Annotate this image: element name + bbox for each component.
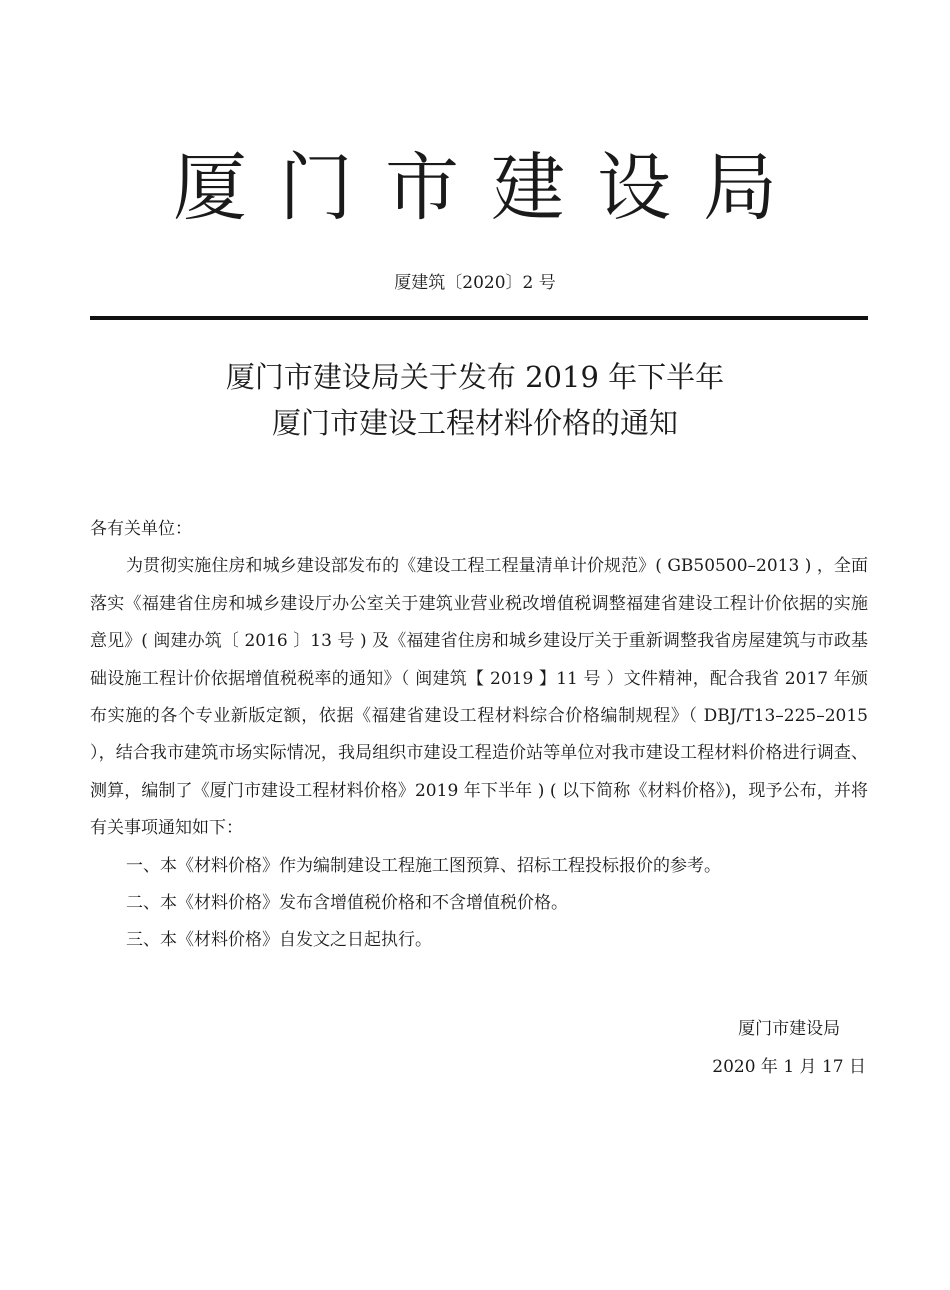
signature-organization: 厦门市建设局 <box>738 1019 841 1039</box>
document-number: 厦建筑〔2020〕2 号 <box>394 273 556 293</box>
notice-item-2: 二、本《材料价格》发布含增值税价格和不含增值税价格。 <box>126 893 568 914</box>
notice-body <box>90 511 868 960</box>
notice-item-1: 一、本《材料价格》作为编制建设工程施工图预算、招标工程投标报价的参考。 <box>126 855 721 876</box>
salutation: 各有关单位： <box>90 519 192 539</box>
signature-date: 2020 年 1 月 17 日 <box>712 1057 866 1077</box>
notice-title-line-2: 厦门市建设工程材料价格的通知 <box>271 406 678 440</box>
notice-title <box>0 354 950 446</box>
issuer-heading: 厦门市建设局 <box>173 145 809 231</box>
signature-block <box>712 1010 866 1086</box>
notice-item-3: 三、本《材料价格》自发文之日起执行。 <box>126 930 432 951</box>
notice-title-line-1: 厦门市建设局关于发布 2019 年下半年 <box>225 360 725 394</box>
header-divider <box>90 316 868 320</box>
main-paragraph: 为贯彻实施住房和城乡建设部发布的《建设工程工程量清单计价规范》( GB50500–2013 ) ，全面落实《福建省住房和城乡建设厅办公室关于建筑业营业税改增值税调整福建省建设工程计价依据的实施意见》( 闽建办筑〔 2016 〕13 号 ) 及《福建省住房和城乡建设厅关于重新调整我省房屋建筑与市政基础设施工程计价依据增值税税率的通知》（ 闽建筑【 2019 】11 号 ）文件精神，配合我省 2017 年颁布实施的各个专业新版定额，依据《福建省建设工程材料综合价格编制规程》（ DBJ/T13–225–2015 ），结合我市建筑市场实际情况，我局组织市建设工程造价站等单位对我市建设工程材料价格进行调查、测算，编制了《厦门市建设工程材料价格》2019 年下半年 ) ( 以下简称《材料价格》)，现予公布，并将有关事项通知如下： <box>90 556 868 839</box>
